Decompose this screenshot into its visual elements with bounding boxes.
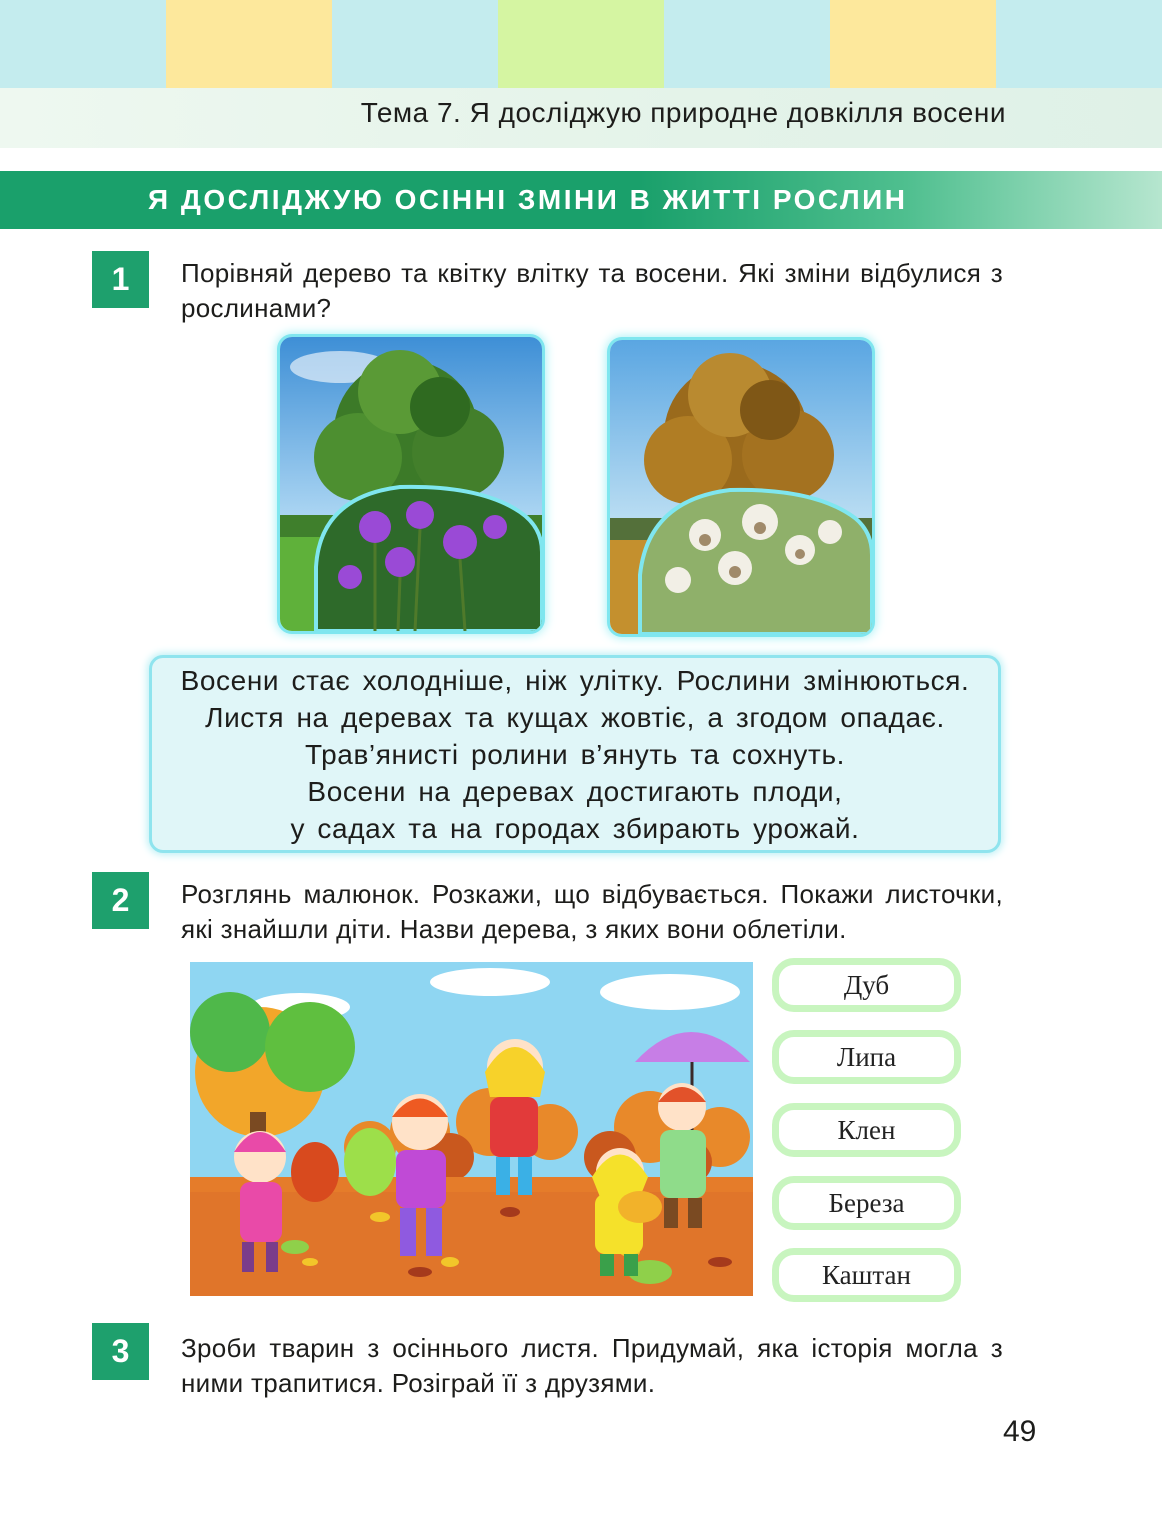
header-color-stripes xyxy=(0,0,1162,88)
children-collecting-autumn-leaves-icon xyxy=(190,962,753,1296)
section-title: Я ДОСЛІДЖУЮ ОСІННІ ЗМІНИ В ЖИТТІ РОСЛИН xyxy=(148,184,908,215)
stripe xyxy=(830,0,996,88)
topic-title: Тема 7. Я досліджую природне довкілля восени xyxy=(360,97,1006,128)
task-1-text: Порівняй дерево та квітку влітку та восени. Які зміни відбулися з рослинами? xyxy=(181,258,1003,323)
autumn-illustration xyxy=(190,962,753,1296)
task-number-3: 3 xyxy=(92,1323,149,1380)
task-2-text: Розглянь малюнок. Розкажи, що відбувається. Покажи листочки, які знайшли діти. Назви дерева, з яких вони облетіли. xyxy=(181,879,1003,944)
task-number-1: 1 xyxy=(92,251,149,308)
info-line: Трав’янисті ролини в’януть та сохнуть. xyxy=(304,738,846,770)
stripe xyxy=(0,0,166,88)
tree-label-oak: Дуб xyxy=(772,958,961,1012)
info-box xyxy=(149,655,1001,853)
tree-label-chestnut: Каштан xyxy=(772,1248,961,1302)
stripe xyxy=(664,0,830,88)
info-line: у садах та на городах збирають урожай. xyxy=(290,812,860,844)
stripe xyxy=(332,0,498,88)
info-line: Восени стає холодніше, ніж улітку. Рослини змінюються. xyxy=(180,664,970,696)
tree-label-linden: Липа xyxy=(772,1030,961,1084)
info-line: Восени на деревах достигають плоди, xyxy=(307,775,843,807)
tree-label-maple: Клен xyxy=(772,1103,961,1157)
tree-label-birch: Береза xyxy=(772,1176,961,1230)
task-number-2: 2 xyxy=(92,872,149,929)
stripe xyxy=(996,0,1162,88)
stripe xyxy=(166,0,332,88)
summer-tree-and-thistle-icon xyxy=(280,337,542,631)
page-number: 49 xyxy=(1003,1415,1037,1448)
summer-photo xyxy=(280,337,542,631)
stripe xyxy=(498,0,664,88)
autumn-tree-and-thistle-icon xyxy=(610,340,872,634)
autumn-photo xyxy=(610,340,872,634)
task-3-text: Зроби тварин з осіннього листя. Придумай, яка історія могла з ними трапитися. Розіграй її з друзями. xyxy=(181,1333,1003,1398)
info-line: Листя на деревах та кущах жовтіє, а згодом опадає. xyxy=(205,701,945,733)
